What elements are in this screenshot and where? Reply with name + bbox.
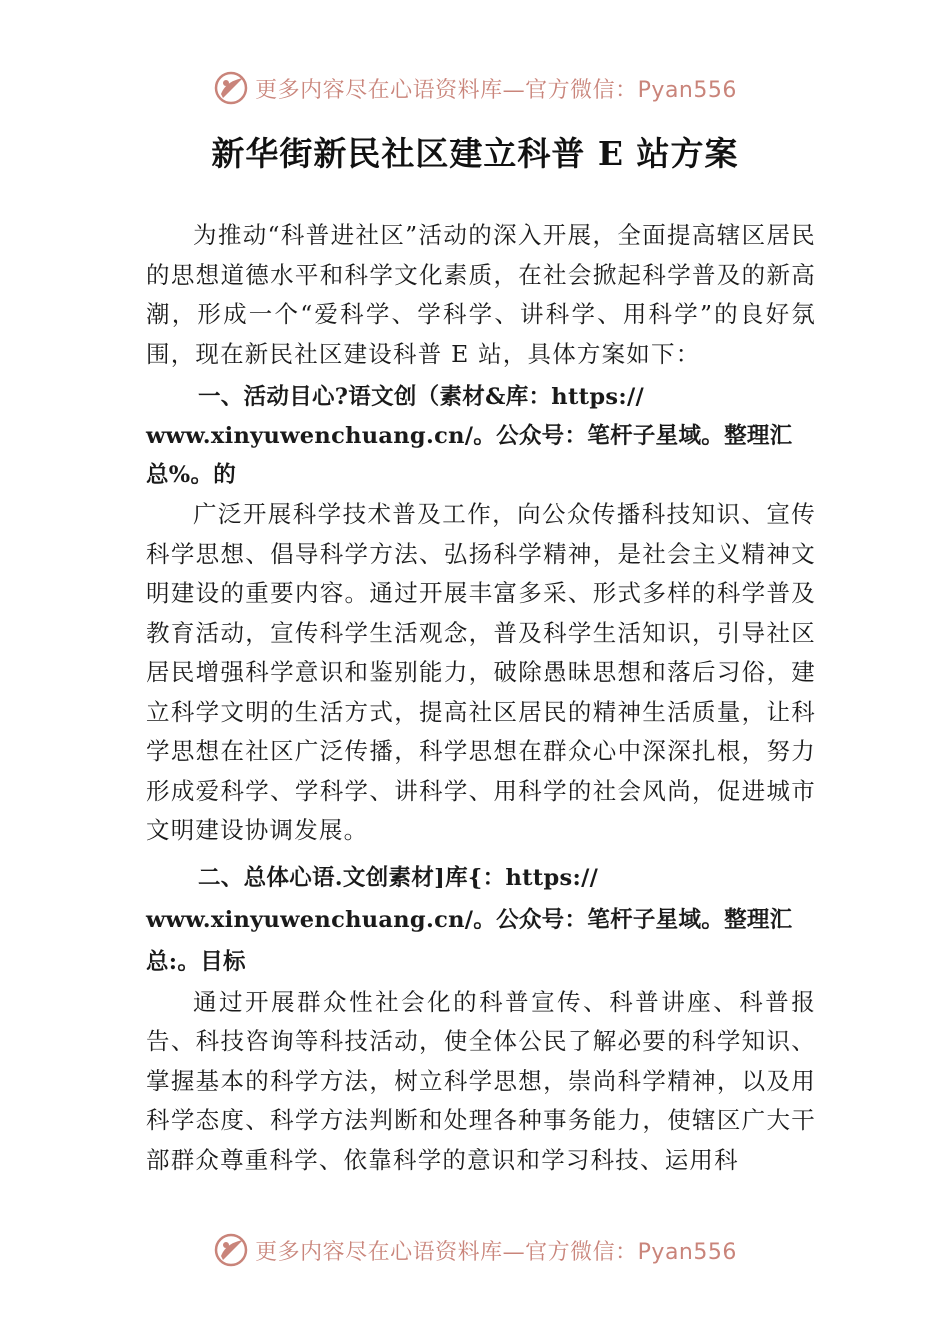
section1-heading-line3: 总%。的 [146, 462, 237, 488]
watermark-id: Pyan556 [637, 1239, 737, 1265]
watermark-logo-icon [213, 70, 249, 106]
document-title: 新华街新民社区建立科普 E 站方案 [211, 134, 739, 173]
section2-heading-line3: 总:。目标 [146, 948, 246, 975]
watermark-footer [0, 1232, 950, 1268]
watermark-text: 更多内容尽在心语资料库—官方微信：Pyan556 [255, 77, 737, 103]
intro-paragraph: 为推动“科普进社区”活动的深入开展，全面提高辖区居民的思想道德水平和科学文化素质，在社会掀起科学普及的新高潮，形成一个“爱科学、学科学、讲科学、用科学”的良好氛围，现在新民社区建设科普 E 站，具体方案如下： [146, 221, 816, 368]
document-body [146, 216, 816, 1180]
watermark-text: 更多内容尽在心语资料库—官方微信：Pyan556 [255, 1239, 737, 1265]
section1-heading-line2: www.xinyuwenchuang.cn/。公众号：笔杆子星域。整理汇 [146, 423, 793, 449]
watermark-logo-icon [213, 1232, 249, 1268]
section2-heading-line1: 二、总体心语.文创素材]库{：https:// [198, 864, 599, 891]
section1-paragraph: 广泛开展科学技术普及工作，向公众传播科技知识、宣传科学思想、倡导科学方法、弘扬科学精神，是社会主义精神文明建设的重要内容。通过开展丰富多采、形式多样的科学普及教育活动，宣传科学生活观念，普及科学生活知识，引导社区居民增强科学意识和鉴别能力，破除愚昧思想和落后习俗，建立科学文明的生活方式，提高社区居民的精神生活质量，让科学思想在社区广泛传播，科学思想在群众心中深深扎根，努力形成爱科学、学科学、讲科学、用科学的社会风尚，促进城市文明建设协调发展。 [146, 500, 816, 844]
section2-paragraph: 通过开展群众性社会化的科普宣传、科普讲座、科普报告、科技咨询等科技活动，使全体公民了解必要的科学知识、掌握基本的科学方法，树立科学思想，崇尚科学精神，以及用科学态度、科学方法判断和处理各种事务能力，使辖区广大干部群众尊重科学、依靠科学的意识和学习科技、运用科 [146, 987, 816, 1174]
section1-heading-line1: 一、活动目心?语文创（素材&库：https:// [198, 384, 644, 410]
watermark-id: Pyan556 [637, 77, 737, 103]
section2-heading-line2: www.xinyuwenchuang.cn/。公众号：笔杆子星域。整理汇 [146, 906, 793, 933]
watermark-header [0, 70, 950, 106]
section1-heading [146, 378, 816, 495]
section2-heading [146, 857, 816, 983]
